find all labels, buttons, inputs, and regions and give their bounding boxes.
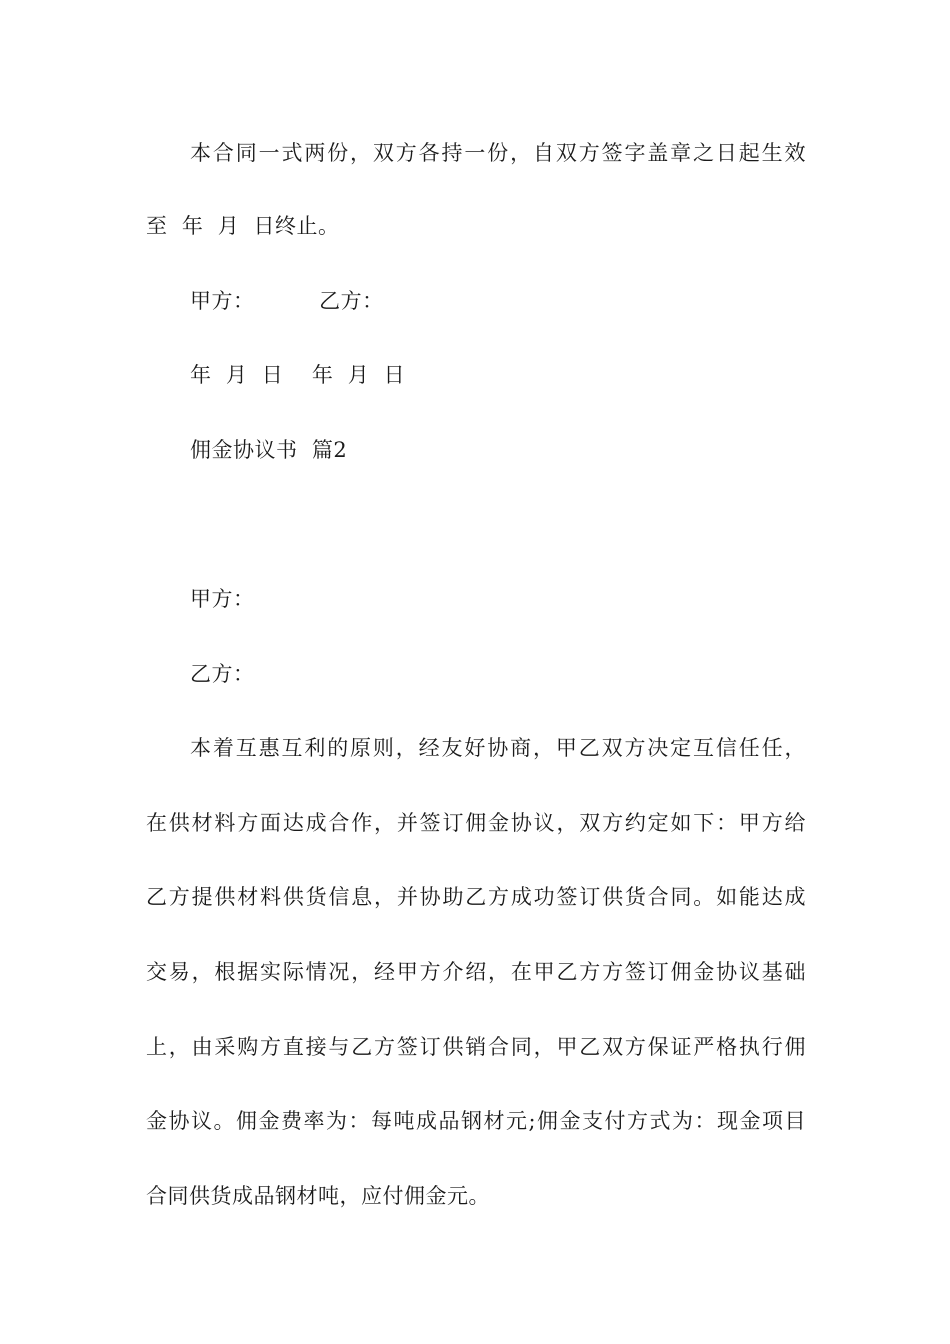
body-line-7: 合同供货成品钢材吨，应付佣金元。	[146, 1184, 490, 1208]
body-line-1: 本着互惠互利的原则，经友好协商，甲乙双方决定互信任任，	[190, 736, 806, 760]
signature-dates: 年 月 日 年 月 日	[190, 363, 406, 387]
paragraph-validity-line-1: 本合同一式两份，双方各持一份，自双方签字盖章之日起生效	[190, 141, 806, 165]
body-line-4: 交易，根据实际情况，经甲方介绍，在甲乙方方签订佣金协议基础	[146, 960, 806, 984]
party-a-label: 甲方：	[190, 587, 255, 611]
body-line-3: 乙方提供材料供货信息，并协助乙方成功签订供货合同。如能达成	[146, 885, 806, 909]
body-line-2: 在供材料方面达成合作，并签订佣金协议，双方约定如下：甲方给	[146, 811, 806, 835]
signature-parties: 甲方： 乙方：	[190, 289, 384, 313]
body-line-6: 金协议。佣金费率为：每吨成品钢材元;佣金支付方式为：现金项目	[146, 1109, 806, 1133]
party-b-label: 乙方：	[190, 662, 255, 686]
body-line-5: 上，由采购方直接与乙方签订供销合同，甲乙双方保证严格执行佣	[146, 1035, 806, 1059]
paragraph-validity-line-2: 至 年 月 日终止。	[146, 214, 340, 238]
section-title: 佣金协议书 篇2	[190, 438, 348, 462]
